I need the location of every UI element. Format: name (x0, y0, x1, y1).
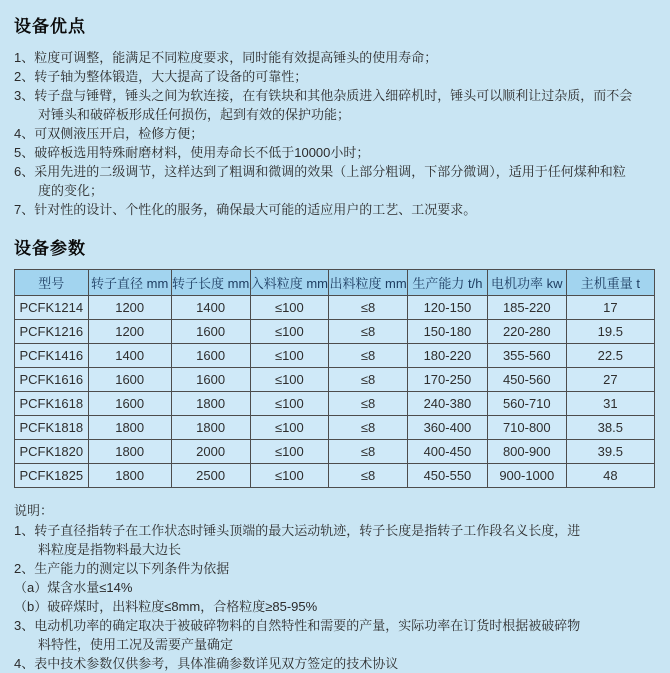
advantage-line: 3、转子盘与锤臂，锤头之间为软连接，在有铁块和其他杂质进入细碎机时，锤头可以顺利让过杂质，而不会 (14, 88, 633, 103)
table-cell: 17 (566, 296, 654, 320)
table-cell: PCFK1416 (15, 344, 89, 368)
table-cell: ≤8 (329, 392, 408, 416)
table-cell: 1600 (171, 344, 250, 368)
table-cell: 450-560 (487, 368, 566, 392)
advantage-line: 2、转子轴为整体锻造，大大提高了设备的可靠性； (14, 69, 308, 84)
table-cell: 27 (566, 368, 654, 392)
table-cell: 48 (566, 464, 654, 488)
table-cell: ≤100 (250, 320, 329, 344)
notes-section (14, 501, 656, 673)
table-cell: ≤8 (329, 368, 408, 392)
table-cell: 1600 (88, 392, 171, 416)
note-line: 3、电动机功率的确定取决于被破碎物料的自然特性和需要的产量，实际功率在订货时根据被破碎物 (14, 617, 581, 633)
table-cell: 22.5 (566, 344, 654, 368)
table-cell: 170-250 (407, 368, 487, 392)
table-cell: PCFK1825 (15, 464, 89, 488)
table-cell: 1600 (88, 368, 171, 392)
table-cell: 38.5 (566, 416, 654, 440)
note-line: （b）破碎煤时，出料粒度≤8mm，合格粒度≥85-95% (14, 598, 318, 614)
advantages-list (14, 48, 656, 219)
table-cell: ≤100 (250, 344, 329, 368)
table-cell: 900-1000 (487, 464, 566, 488)
table-cell: 39.5 (566, 440, 654, 464)
table-row (15, 416, 655, 440)
table-cell: ≤8 (329, 320, 408, 344)
table-cell: ≤8 (329, 296, 408, 320)
table-cell: ≤8 (329, 344, 408, 368)
table-cell: ≤8 (329, 464, 408, 488)
table-row (15, 296, 655, 320)
table-cell: ≤100 (250, 296, 329, 320)
table-cell: PCFK1616 (15, 368, 89, 392)
table-cell: 1200 (88, 320, 171, 344)
column-header: 入料粒度 mm (250, 270, 329, 296)
column-header: 型号 (15, 270, 89, 296)
table-cell: 1800 (171, 392, 250, 416)
table-cell: 1600 (171, 368, 250, 392)
column-header: 主机重量 t (566, 270, 654, 296)
table-cell: ≤100 (250, 416, 329, 440)
column-header: 电机功率 kw (487, 270, 566, 296)
advantage-line: 4、可双侧液压开启，检修方便； (14, 126, 204, 141)
table-cell: 31 (566, 392, 654, 416)
table-cell: PCFK1820 (15, 440, 89, 464)
parameters-table-header-row (15, 270, 655, 296)
table-cell: 360-400 (407, 416, 487, 440)
table-row (15, 464, 655, 488)
table-cell: PCFK1214 (15, 296, 89, 320)
table-cell: 1400 (88, 344, 171, 368)
advantage-line: 6、采用先进的二级调节，这样达到了粗调和微调的效果（上部分粗调，下部分微调），适用于任何煤种和粒 (14, 164, 626, 179)
advantages-title: 设备优点 (14, 17, 86, 36)
parameters-table-body (15, 296, 655, 488)
advantage-line: 1、粒度可调整，能满足不同粒度要求，同时能有效提高锤头的使用寿命； (14, 50, 438, 65)
table-cell: 1800 (171, 416, 250, 440)
table-cell: 1400 (171, 296, 250, 320)
table-cell: 2000 (171, 440, 250, 464)
table-cell: 185-220 (487, 296, 566, 320)
table-cell: ≤100 (250, 464, 329, 488)
table-cell: PCFK1818 (15, 416, 89, 440)
table-cell: 220-280 (487, 320, 566, 344)
note-line: 2、生产能力的测定以下列条件为依据 (14, 560, 230, 576)
table-cell: 2500 (171, 464, 250, 488)
table-cell: 240-380 (407, 392, 487, 416)
table-cell: 19.5 (566, 320, 654, 344)
table-cell: PCFK1216 (15, 320, 89, 344)
table-row (15, 368, 655, 392)
column-header: 出料粒度 mm (329, 270, 408, 296)
table-cell: ≤100 (250, 392, 329, 416)
column-header: 转子长度 mm (171, 270, 250, 296)
table-row (15, 392, 655, 416)
note-line: 料粒度是指物料最大边长 (38, 541, 182, 557)
table-cell: ≤8 (329, 416, 408, 440)
table-cell: 1800 (88, 416, 171, 440)
table-cell: PCFK1618 (15, 392, 89, 416)
advantage-line: 对锤头和破碎板形成任何损伤，起到有效的保护功能； (38, 107, 351, 122)
table-cell: 1200 (88, 296, 171, 320)
table-cell: 800-900 (487, 440, 566, 464)
advantage-line: 5、破碎板选用特殊耐磨材料，使用寿命长不低于10000小时； (14, 145, 370, 160)
parameters-title: 设备参数 (14, 239, 86, 258)
table-cell: 560-710 (487, 392, 566, 416)
notes-title: 说明： (14, 503, 54, 518)
table-row (15, 440, 655, 464)
table-cell: 450-550 (407, 464, 487, 488)
column-header: 生产能力 t/h (407, 270, 487, 296)
table-cell: ≤100 (250, 440, 329, 464)
table-cell: 1800 (88, 464, 171, 488)
note-line: 料特性，使用工况及需要产量确定 (38, 636, 234, 652)
column-header: 转子直径 mm (88, 270, 171, 296)
table-cell: 355-560 (487, 344, 566, 368)
note-line: （a）煤含水量≤14% (14, 579, 133, 595)
table-cell: 150-180 (407, 320, 487, 344)
table-cell: ≤8 (329, 440, 408, 464)
notes-list (14, 521, 656, 673)
advantage-line: 7、针对性的设计、个性化的服务，确保最大可能的适应用户的工艺、工况要求。 (14, 202, 477, 217)
parameters-table (14, 269, 655, 488)
table-row (15, 344, 655, 368)
table-cell: 710-800 (487, 416, 566, 440)
table-cell: 180-220 (407, 344, 487, 368)
table-cell: 1800 (88, 440, 171, 464)
advantage-line: 度的变化； (38, 183, 104, 198)
table-cell: 1600 (171, 320, 250, 344)
table-cell: 120-150 (407, 296, 487, 320)
note-line: 4、表中技术参数仅供参考，具体准确参数详见双方签定的技术协议 (14, 655, 399, 671)
table-cell: 400-450 (407, 440, 487, 464)
note-line: 1、转子直径指转子在工作状态时锤头顶端的最大运动轨迹，转子长度是指转子工作段名义长度，进 (14, 522, 581, 538)
table-row (15, 320, 655, 344)
table-cell: ≤100 (250, 368, 329, 392)
